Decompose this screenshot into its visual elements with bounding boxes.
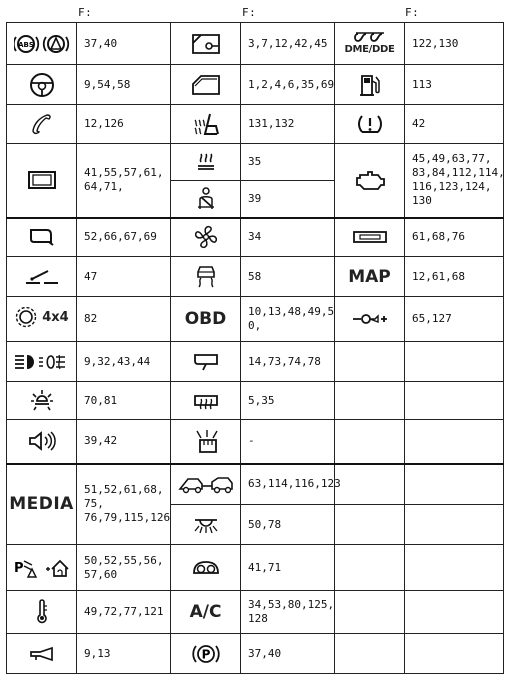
empty-cell <box>335 545 405 591</box>
table-row <box>7 144 504 181</box>
four-wheel-drive-label: 4x4 <box>42 309 69 325</box>
fuse-numbers: 58 <box>241 257 335 297</box>
fuse-numbers: 9,13 <box>77 634 171 674</box>
fuse-numbers: - <box>241 420 335 464</box>
side-mirror-icon <box>7 218 77 257</box>
svg-text:ABS: ABS <box>17 40 34 49</box>
fuse-numbers: 131,132 <box>241 105 335 144</box>
fuse-numbers: 41,55,57,61, 64,71, <box>77 144 171 218</box>
obd-label: OBD <box>171 297 241 342</box>
column-header-2: F: <box>242 6 257 19</box>
seatbelt-icon <box>171 181 241 218</box>
fuse-numbers: 47 <box>77 257 171 297</box>
empty-cell <box>405 342 504 382</box>
fuse-numbers: 14,73,74,78 <box>241 342 335 382</box>
fuse-numbers: 39 <box>241 181 335 218</box>
empty-cell <box>335 505 405 545</box>
radio-unit-icon <box>335 218 405 257</box>
instrument-cluster-icon <box>171 545 241 591</box>
fuse-numbers: 122,130 <box>405 23 504 65</box>
fuse-numbers: 50,78 <box>241 505 335 545</box>
empty-cell <box>405 382 504 420</box>
empty-cell <box>335 464 405 505</box>
table-row <box>7 297 504 342</box>
empty-cell <box>335 382 405 420</box>
empty-cell <box>405 420 504 464</box>
table-row <box>7 545 504 591</box>
thermometer-icon <box>7 591 77 634</box>
fuse-numbers: 39,42 <box>77 420 171 464</box>
map-label: MAP <box>335 257 405 297</box>
table-row <box>7 342 504 382</box>
table-row <box>7 634 504 674</box>
empty-cell <box>405 464 504 505</box>
table-row <box>7 105 504 144</box>
empty-cell <box>405 634 504 674</box>
wiper-blade-icon <box>7 257 77 297</box>
interior-light-icon <box>7 382 77 420</box>
fuse-numbers: 12,61,68 <box>405 257 504 297</box>
park-distance-home-icon <box>7 545 77 591</box>
empty-cell <box>335 342 405 382</box>
steering-wheel-icon <box>7 65 77 105</box>
fuse-numbers: 35 <box>241 144 335 181</box>
fuse-table <box>6 22 504 674</box>
fuse-numbers: 10,13,48,49,5 0, <box>241 297 335 342</box>
fuse-numbers: 5,35 <box>241 382 335 420</box>
telephone-icon <box>7 105 77 144</box>
tow-car-icon <box>171 464 241 505</box>
fuel-pump-icon <box>335 65 405 105</box>
svg-text:P: P <box>201 647 210 661</box>
abs-brake-warning-icon <box>7 23 77 65</box>
fuse-numbers: 50,52,55,56, 57,60 <box>77 545 171 591</box>
speaker-icon <box>7 420 77 464</box>
empty-cell <box>335 420 405 464</box>
column-header-3: F: <box>405 6 420 19</box>
table-row <box>7 420 504 464</box>
svg-text:P: P <box>13 560 24 576</box>
fuse-numbers: 34 <box>241 218 335 257</box>
dme-dde-icon <box>335 23 405 65</box>
fuse-numbers: 63,114,116,123 <box>241 464 335 505</box>
headlight-foglight-icon <box>7 342 77 382</box>
empty-cell <box>405 545 504 591</box>
fuse-numbers: 9,54,58 <box>77 65 171 105</box>
fuse-numbers: 82 <box>77 297 171 342</box>
dme-dde-label: DME/DDE <box>344 44 395 55</box>
fuse-numbers: 1,2,4,6,35,69 <box>241 65 335 105</box>
fuse-numbers: 51,52,61,68, 75, 76,79,115,126 <box>77 464 171 545</box>
engine-check-icon <box>335 144 405 218</box>
fuse-numbers: 3,7,12,42,45 <box>241 23 335 65</box>
connector-plug-icon <box>335 297 405 342</box>
fuse-numbers: 41,71 <box>241 545 335 591</box>
empty-cell <box>335 591 405 634</box>
fuse-numbers: 45,49,63,77, 83,84,112,114, 116,123,124, 130 <box>405 144 504 218</box>
table-row <box>7 23 504 65</box>
car-skid-icon <box>171 257 241 297</box>
fan-icon <box>171 218 241 257</box>
fuse-numbers: 37,40 <box>77 23 171 65</box>
tire-pressure-icon <box>335 105 405 144</box>
column-header-1: F: <box>78 6 93 19</box>
heated-seat-icon <box>171 105 241 144</box>
fuse-numbers: 52,66,67,69 <box>77 218 171 257</box>
rear-view-mirror-icon <box>171 342 241 382</box>
four-wheel-drive-icon <box>7 297 77 342</box>
empty-cell <box>405 505 504 545</box>
display-screen-icon <box>7 144 77 218</box>
fuse-numbers: 113 <box>405 65 504 105</box>
table-row <box>7 382 504 420</box>
parking-brake-icon <box>171 634 241 674</box>
table-row <box>7 65 504 105</box>
fuse-numbers: 70,81 <box>77 382 171 420</box>
fuse-numbers: 12,126 <box>77 105 171 144</box>
fuse-numbers: 61,68,76 <box>405 218 504 257</box>
seat-heater-icon <box>171 144 241 181</box>
media-label: MEDIA <box>7 464 77 545</box>
table-row <box>7 591 504 634</box>
empty-cell <box>405 591 504 634</box>
fuse-numbers: 49,72,77,121 <box>77 591 171 634</box>
fuse-numbers: 65,127 <box>405 297 504 342</box>
table-row <box>7 464 504 505</box>
power-window-icon <box>171 65 241 105</box>
fuse-numbers: 37,40 <box>241 634 335 674</box>
ambient-light-icon <box>171 505 241 545</box>
fuse-numbers: 34,53,80,125, 128 <box>241 591 335 634</box>
door-lock-icon <box>171 23 241 65</box>
fuse-numbers: 9,32,43,44 <box>77 342 171 382</box>
ac-label: A/C <box>171 591 241 634</box>
empty-cell <box>335 634 405 674</box>
rear-defrost-icon <box>171 382 241 420</box>
horn-icon <box>7 634 77 674</box>
washer-fluid-icon <box>171 420 241 464</box>
table-row <box>7 257 504 297</box>
fuse-numbers: 42 <box>405 105 504 144</box>
table-row <box>7 218 504 257</box>
